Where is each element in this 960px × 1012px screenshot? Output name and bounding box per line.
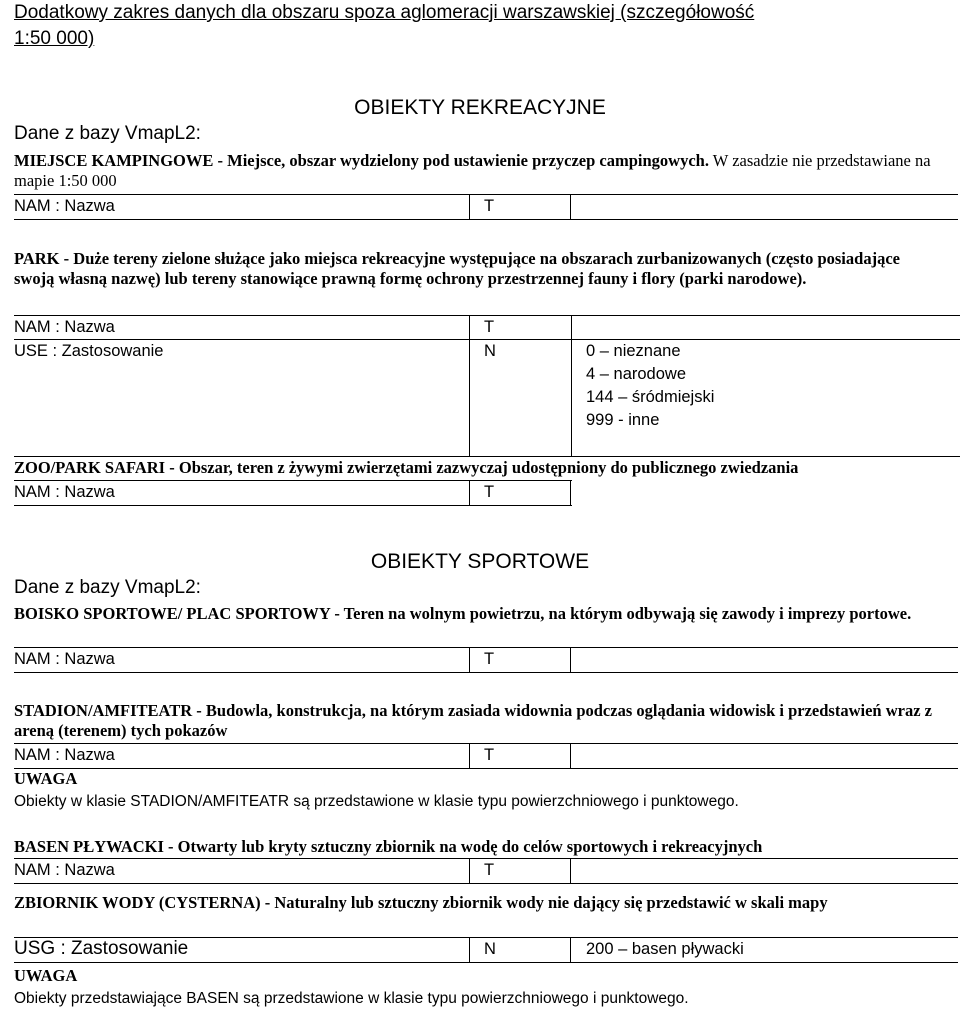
stadion-desc: - Budowla, konstrukcja, na którym zasiada widownia podczas oglądania widowisk i przedstawień wraz z areną (terenem) tych pokazów	[14, 701, 932, 740]
section-title-recreational: OBIEKTY REKREACYJNE	[354, 96, 606, 119]
camping-desc: - Miejsce, obszar wydzielony pod ustawienie przyczep campingowych.	[213, 151, 709, 170]
boisko-description	[14, 604, 944, 624]
value-item: 4 – narodowe	[586, 365, 686, 383]
camping-attr-row	[14, 194, 958, 220]
zbiornik-desc: - Naturalny lub sztuczny zbiornik wody nie dający się przedstawić w skali mapy	[260, 893, 828, 912]
attr-values	[572, 859, 952, 883]
park-attr-table	[14, 315, 960, 457]
attr-type: T	[470, 859, 571, 883]
attr-type: T	[484, 318, 495, 336]
attr-type: T	[470, 648, 571, 672]
attr-name: NAM : Nazwa	[14, 318, 115, 336]
attr-type: N	[484, 342, 496, 360]
attr-name: NAM : Nazwa	[14, 481, 470, 505]
park-desc: - Duże tereny zielone służące jako miejsca rekreacyjne występujące na obszarach zurbanizowanych (często posiadające swoją własną nazwę) lub tereny stanowiące prawną formę ochrony przestrzennej fauny i flory (parki narodowe).	[14, 249, 900, 288]
attr-name: NAM : Nazwa	[14, 744, 470, 768]
attr-type: T	[470, 195, 571, 219]
attr-values	[572, 744, 952, 768]
stadion-uwaga-text: Obiekty w klasie STADION/AMFITEATR są przedstawione w klasie typu powierzchniowego i punktowego.	[14, 793, 739, 810]
park-row-use	[14, 340, 960, 455]
attr-type: T	[470, 481, 571, 505]
basen-desc: - Otwarty lub kryty sztuczny zbiornik na wodę do celów sportowych i rekreacyjnych	[163, 837, 763, 856]
attr-values: 200 – basen pływacki	[586, 940, 744, 958]
value-item: 0 – nieznane	[586, 342, 681, 360]
basen-description	[14, 837, 944, 857]
attr-name: NAM : Nazwa	[14, 648, 470, 672]
zbiornik-description	[14, 893, 944, 913]
attr-type: T	[470, 744, 571, 768]
attr-name: USG : Zastosowanie	[14, 938, 470, 962]
basen-attr-row	[14, 858, 958, 884]
value-item: 144 – śródmiejski	[586, 388, 715, 406]
camping-note: W zasadzie nie przedstawiane na mapie 1:50 000	[14, 151, 931, 190]
document-header	[14, 0, 864, 52]
boisko-attr-row	[14, 647, 958, 673]
camping-description	[14, 151, 944, 191]
stadion-description	[14, 701, 944, 741]
zbiornik-uwaga-text: Obiekty przedstawiające BASEN są przedstawione w klasie typu powierzchniowego i punktowego.	[14, 990, 689, 1007]
stadion-name: STADION/AMFITEATR	[14, 701, 193, 720]
attr-name: USE : Zastosowanie	[14, 342, 164, 360]
zoo-description	[14, 458, 944, 478]
attr-values	[572, 195, 952, 219]
header-line-1: Dodatkowy zakres danych dla obszaru spoza aglomeracji warszawskiej (szczegółowość	[14, 2, 755, 23]
value-item: 999 - inne	[586, 411, 660, 429]
park-name: PARK	[14, 249, 60, 268]
park-row-nam	[14, 316, 960, 340]
zoo-name: ZOO/PARK SAFARI	[14, 458, 166, 477]
attr-name: NAM : Nazwa	[14, 195, 470, 219]
header-line-2: 1:50 000)	[14, 28, 95, 49]
zoo-desc: - Obszar, teren z żywymi zwierzętami zazwyczaj udostępniony do publicznego zwiedzania	[165, 458, 799, 477]
camping-name: MIEJSCE KAMPINGOWE	[14, 151, 214, 170]
attr-values	[572, 648, 952, 672]
section-title-sports: OBIEKTY SPORTOWE	[370, 550, 590, 573]
park-description	[14, 249, 944, 289]
boisko-name: BOISKO SPORTOWE/ PLAC SPORTOWY	[14, 604, 331, 623]
zbiornik-attr-row	[14, 937, 958, 963]
attr-values-list	[572, 340, 952, 455]
sports-source: Dane z bazy VmapL2:	[14, 577, 201, 598]
recreational-source: Dane z bazy VmapL2:	[14, 123, 201, 144]
zbiornik-name: ZBIORNIK WODY (CYSTERNA)	[14, 893, 261, 912]
zbiornik-uwaga-title: UWAGA	[14, 966, 78, 985]
basen-name: BASEN PŁYWACKI	[14, 837, 164, 856]
attr-name: NAM : Nazwa	[14, 859, 470, 883]
stadion-attr-row	[14, 743, 958, 769]
stadion-uwaga-title: UWAGA	[14, 769, 78, 788]
attr-type: N	[470, 938, 571, 962]
boisko-desc: - Teren na wolnym powietrzu, na którym odbywają się zawody i imprezy portowe.	[330, 604, 912, 623]
zoo-attr-row	[14, 480, 572, 506]
